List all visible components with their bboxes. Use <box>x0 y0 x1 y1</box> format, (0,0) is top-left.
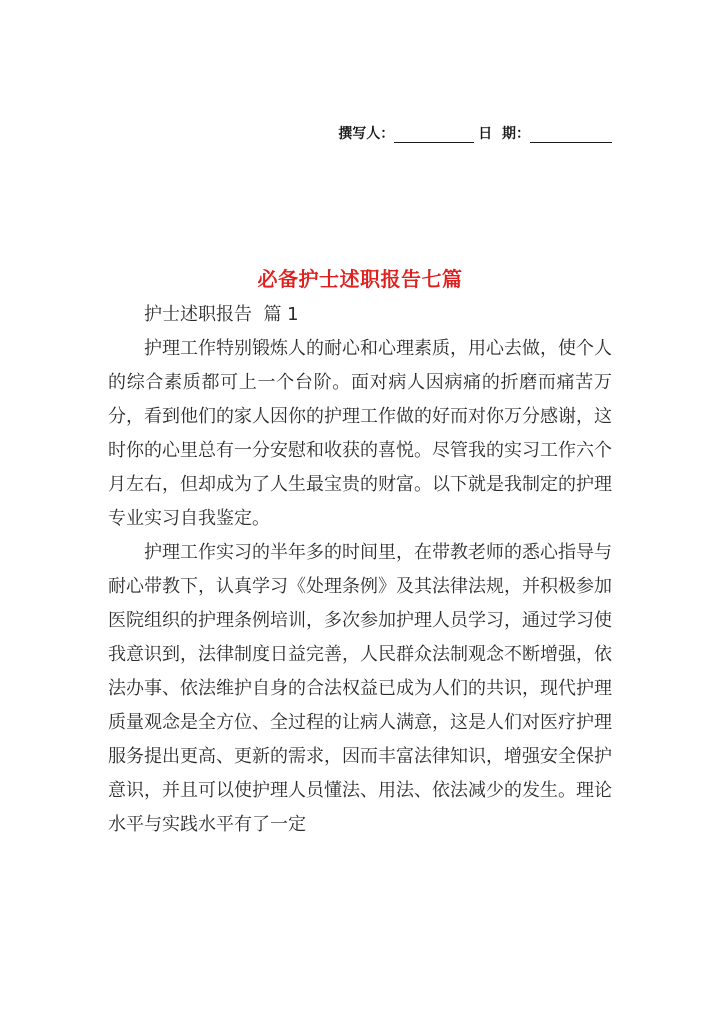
document-body <box>108 298 612 842</box>
author-label: 撰写人： <box>338 126 395 142</box>
date-blank <box>530 126 612 143</box>
author-blank <box>394 126 474 143</box>
date-label: 日 期： <box>478 126 530 142</box>
paragraph-2: 护理工作实习的半年多的时间里，在带教老师的悉心指导与耐心带教下，认真学习《处理条例》及其法律法规，并积极参加医院组织的护理条例培训，多次参加护理人员学习，通过学习使我意识到，法律制度日益完善，人民群众法制观念不断增强，依法办事、依法维护自身的合法权益已成为人们的共识，现代护理质量观念是全方位、全过程的让病人满意，这是人们对医疗护理服务提出更高、更新的需求，因而丰富法律知识，增强安全保护意识，并且可以使护理人员懂法、用法、依法减少的发生。理论水平与实践水平有了一定 <box>108 542 612 835</box>
section-label: 护士述职报告 篇 1 <box>144 304 299 325</box>
paragraph-1: 护理工作特别锻炼人的耐心和心理素质，用心去做，使个人的综合素质都可上一个台阶。面对病人因病痛的折磨而痛苦万分，看到他们的家人因你的护理工作做的好而对你万分感谢，这时你的心里总有一分安慰和收获的喜悦。尽管我的实习工作六个月左右，但却成为了人生最宝贵的财富。以下就是我制定的护理专业实习自我鉴定。 <box>108 338 612 529</box>
document-title: 必备护士述职报告七篇 <box>257 267 463 291</box>
author-date-line <box>338 123 612 143</box>
